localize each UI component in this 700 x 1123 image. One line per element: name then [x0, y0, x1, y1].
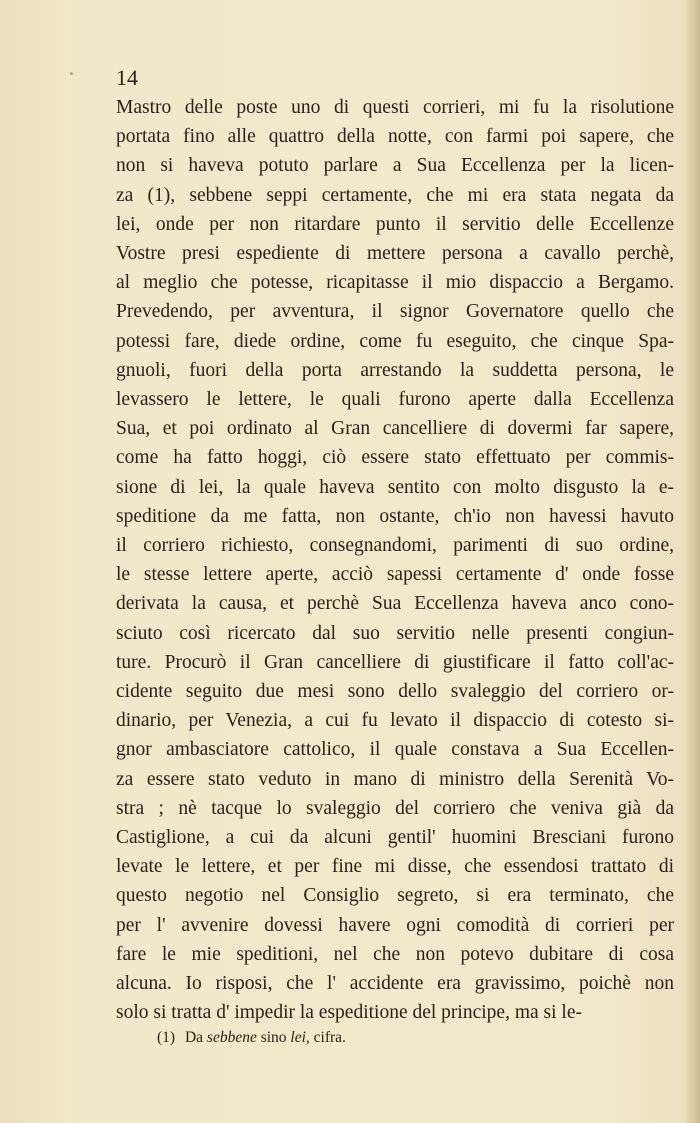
text-line: ture. Procurò il Gran cancelliere di giustificare il fatto coll'ac-: [116, 651, 674, 673]
text-line: Vostre presi espediente di mettere persona a cavallo perchè,: [116, 243, 674, 265]
text-line: gnor ambasciatore cattolico, il quale constava a Sua Eccellen-: [116, 739, 674, 761]
text-line: sione di lei, la quale haveva sentito con molto disgusto la e-: [116, 476, 674, 498]
text-line: Prevedendo, per avventura, il signor Governatore quello che: [116, 301, 674, 323]
text-line: Mastro delle poste uno di questi corrieri, mi fu la risolutione: [116, 97, 674, 118]
text-line: lei, onde per non ritardare punto il servitio delle Eccellenze: [116, 213, 674, 235]
text-line: cidente seguito due mesi sono dello svaleggio del corriero or-: [116, 681, 674, 703]
text-line: non si haveva potuto parlare a Sua Eccellenza per la licen-: [116, 155, 674, 177]
text-line: le stesse lettere aperte, acciò sapessi certamente d' onde fosse: [116, 564, 674, 586]
text-line: stra ; nè tacque lo svaleggio del corriero che veniva già da: [116, 797, 674, 819]
text-line: fare le mie speditioni, nel che non potevo dubitare di cosa: [116, 943, 674, 965]
text-line: levassero le lettere, le quali furono aperte dalla Eccellenza: [116, 389, 674, 411]
text-line: derivata la causa, et perchè Sua Eccellenza haveva anco cono-: [116, 593, 674, 615]
text-line: come ha fatto hoggi, ciò essere stato effettuato per commis-: [116, 447, 674, 469]
footnote-mark: (1): [157, 1029, 176, 1046]
text-line: potessi fare, diede ordine, come fu eseguito, che cinque Spa-: [116, 330, 674, 352]
page-edge: [686, 0, 700, 1123]
text-line: za (1), sebbene seppi certamente, che mi era stata negata da: [116, 184, 674, 206]
footnote-suffix: cifra.: [313, 1029, 346, 1046]
text-line: il corriero richiesto, consegnandomi, parimenti di suo ordine,: [116, 535, 674, 557]
text-line: Castiglione, a cui da alcuni gentil' huomini Bresciani furono: [116, 827, 674, 849]
footnote-middle: sino: [260, 1029, 287, 1046]
footnote-italic-1: sebbene: [206, 1029, 257, 1046]
text-line: gnuoli, fuori della porta arrestando la suddetta persona, le: [116, 359, 674, 381]
footnote-italic-2: lei,: [290, 1029, 310, 1046]
body-text: [116, 93, 674, 1028]
text-line: Sua, et poi ordinato al Gran cancelliere di dovermi far sapere,: [116, 418, 674, 440]
footnote-prefix: Da: [184, 1029, 204, 1046]
text-line: al meglio che potesse, ricapitasse il mio dispaccio a Bergamo.: [116, 272, 674, 294]
text-line: za essere stato veduto in mano di ministro della Serenità Vo-: [116, 768, 674, 790]
text-line: dinario, per Venezia, a cui fu levato il dispaccio di cotesto si-: [116, 710, 674, 732]
text-line: solo si tratta d' impedir la espeditione del principe, ma si le-: [116, 1002, 582, 1024]
footnote: [157, 1028, 346, 1048]
text-line: portata fino alle quattro della notte, con farmi poi sapere, che: [116, 126, 674, 148]
text-line: alcuna. Io risposi, che l' accidente era gravissimo, poichè non: [116, 973, 674, 995]
text-line: levate le lettere, et per fine mi disse, che essendosi trattato di: [116, 856, 674, 878]
text-line: per l' avvenire dovessi havere ogni comodità di corrieri per: [116, 914, 674, 936]
text-line: sciuto così ricercato dal suo servitio nelle presenti congiun-: [116, 622, 674, 644]
text-line: speditione da me fatta, non ostante, ch'io non havessi havuto: [116, 505, 674, 527]
page-number: 14: [116, 65, 138, 90]
text-line: questo negotio nel Consiglio segreto, si era terminato, che: [116, 885, 674, 907]
paper-speck: [70, 72, 73, 75]
